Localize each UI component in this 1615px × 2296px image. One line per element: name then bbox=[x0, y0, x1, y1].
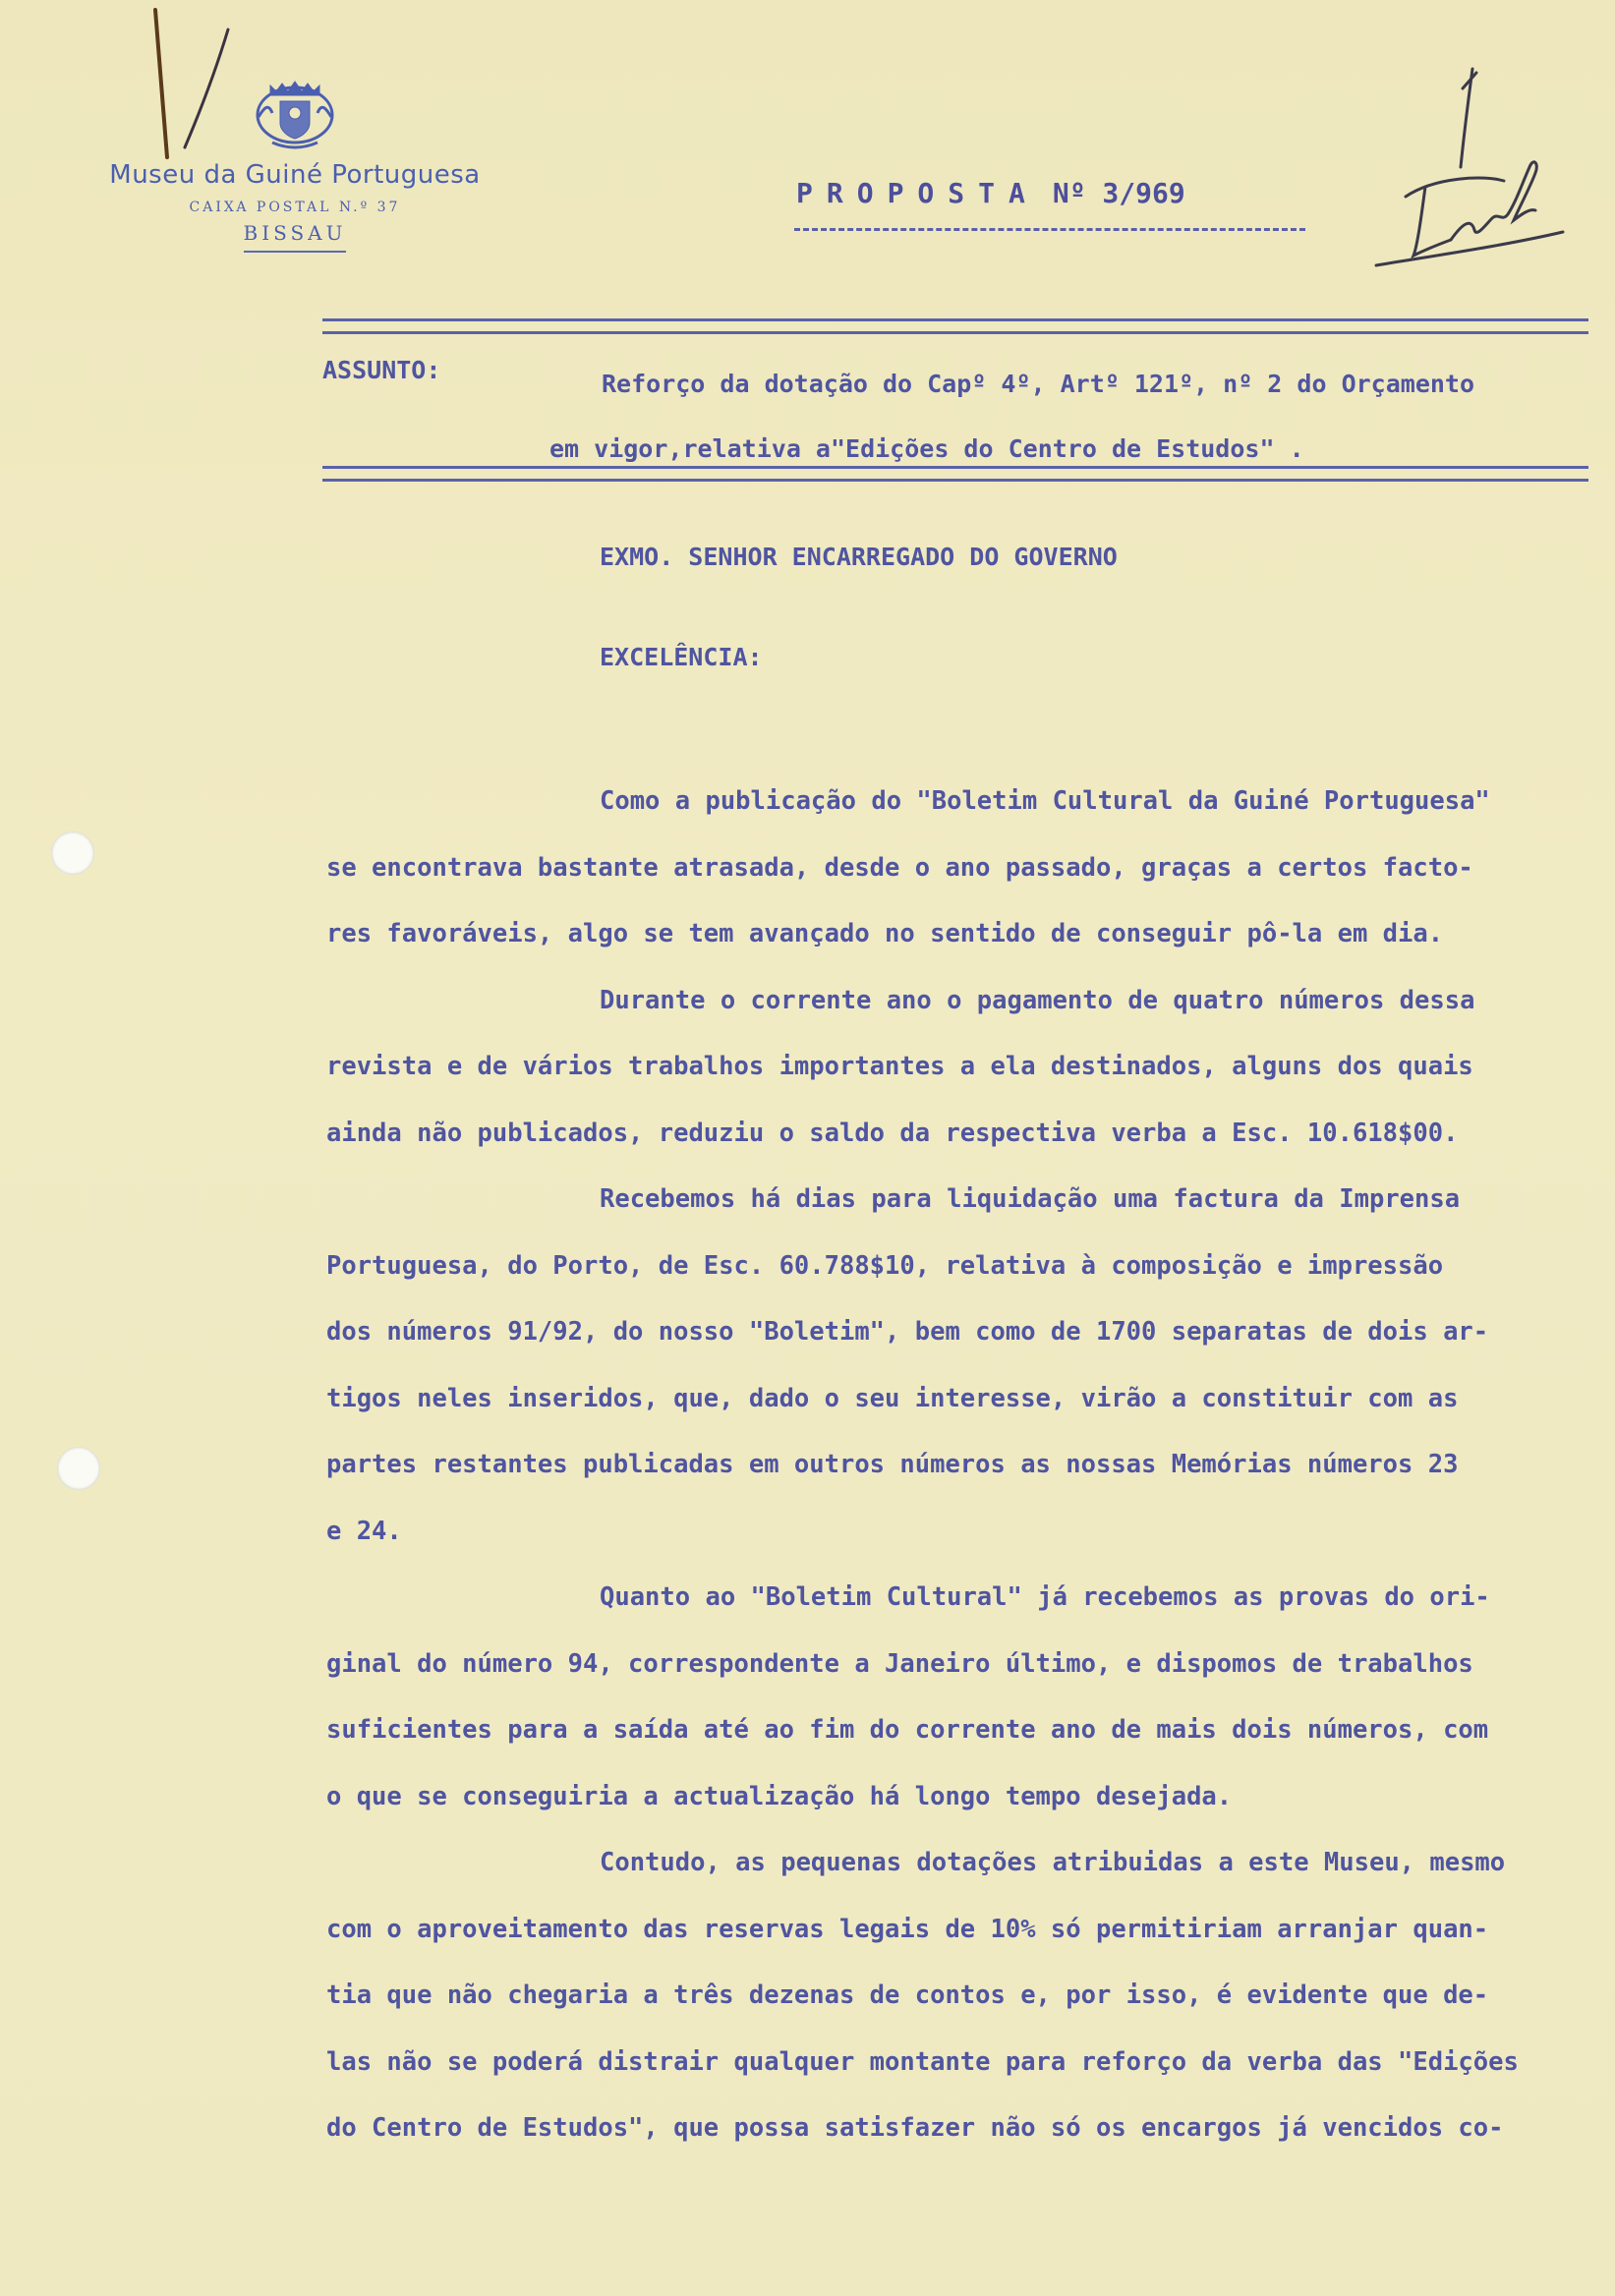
subject-text bbox=[549, 352, 1594, 482]
body-line: Como a publicação do "Boletim Cultural da Guiné Portuguesa" bbox=[600, 786, 1490, 816]
coat-of-arms-icon bbox=[251, 74, 339, 152]
body-line: ginal do número 94, correspondente a Janeiro último, e dispomos de trabalhos bbox=[326, 1648, 1473, 1679]
body-line: las não se poderá distrair qualquer montante para reforço da verba das "Edições bbox=[326, 2046, 1519, 2077]
subject-line-1: Reforço da dotação do Capº 4º, Artº 121º, nº 2 do Orçamento bbox=[602, 370, 1475, 398]
subject-label: ASSUNTO: bbox=[322, 356, 441, 384]
body-line: revista e de vários trabalhos importantes a ela destinados, alguns dos quais bbox=[326, 1052, 1473, 1081]
subject-rule-top bbox=[322, 318, 1588, 334]
body-line: dos números 91/92, do nosso "Boletim", bem como de 1700 separatas de dois ar- bbox=[326, 1317, 1489, 1347]
body-line: Recebemos há dias para liquidação uma factura da Imprensa bbox=[600, 1184, 1461, 1214]
body-line: Portuguesa, do Porto, de Esc. 60.788$10, relativa à composição e impressão bbox=[326, 1250, 1444, 1281]
body-line: ainda não publicados, reduziu o saldo da respectiva verba a Esc. 10.618$00. bbox=[326, 1118, 1459, 1148]
body-line: o que se conseguiria a actualização há longo tempo desejada. bbox=[326, 1781, 1233, 1811]
body-line: partes restantes publicadas em outros números as nossas Memórias números 23 bbox=[326, 1450, 1459, 1479]
letterhead bbox=[79, 74, 511, 253]
subject-line-2: em vigor,relativa a"Edições do Centro de Estudos" . bbox=[549, 434, 1304, 463]
handwritten-signature bbox=[1356, 59, 1592, 275]
body-line: Quanto ao "Boletim Cultural" já recebemos as provas do ori- bbox=[600, 1582, 1490, 1612]
body-line: e 24. bbox=[326, 1516, 402, 1546]
body-line: com o aproveitamento das reservas legais de 10% só permitiriam arranjar quan- bbox=[326, 1914, 1489, 1944]
museum-name: Museu da Guiné Portuguesa bbox=[109, 160, 481, 190]
body-line: se encontrava bastante atrasada, desde o ano passado, graças a certos facto- bbox=[326, 852, 1473, 883]
punch-hole-bottom bbox=[57, 1447, 100, 1490]
body-line: tigos neles inseridos, que, dado o seu interesse, virão a constituir com as bbox=[326, 1383, 1459, 1413]
proposal-heading bbox=[796, 177, 1307, 209]
postal-box: CAIXA POSTAL N.º 37 bbox=[189, 200, 401, 215]
letter-body bbox=[326, 769, 1589, 2162]
excellency: EXCELÊNCIA: bbox=[600, 643, 763, 671]
proposal-label: PROPOSTA bbox=[796, 177, 1039, 209]
punch-hole-top bbox=[51, 832, 94, 875]
body-line: Contudo, as pequenas dotações atribuidas a este Museu, mesmo bbox=[600, 1848, 1506, 1877]
subject-rule-bottom bbox=[322, 466, 1588, 482]
body-line: res favoráveis, algo se tem avançado no sentido de conseguir pô-la em dia. bbox=[326, 919, 1444, 948]
body-line: do Centro de Estudos", que possa satisfazer não só os encargos já vencidos co- bbox=[326, 2113, 1504, 2143]
city: BISSAU bbox=[244, 221, 347, 253]
salutation: EXMO. SENHOR ENCARREGADO DO GOVERNO bbox=[600, 543, 1118, 571]
body-line: Durante o corrente ano o pagamento de quatro números dessa bbox=[600, 985, 1475, 1015]
body-line: tia que não chegaria a três dezenas de contos e, por isso, é evidente que de- bbox=[326, 1980, 1489, 2010]
proposal-underline bbox=[794, 228, 1305, 231]
body-line: suficientes para a saída até ao fim do corrente ano de mais dois números, com bbox=[326, 1715, 1489, 1745]
proposal-number: Nº 3/969 bbox=[1052, 177, 1185, 209]
